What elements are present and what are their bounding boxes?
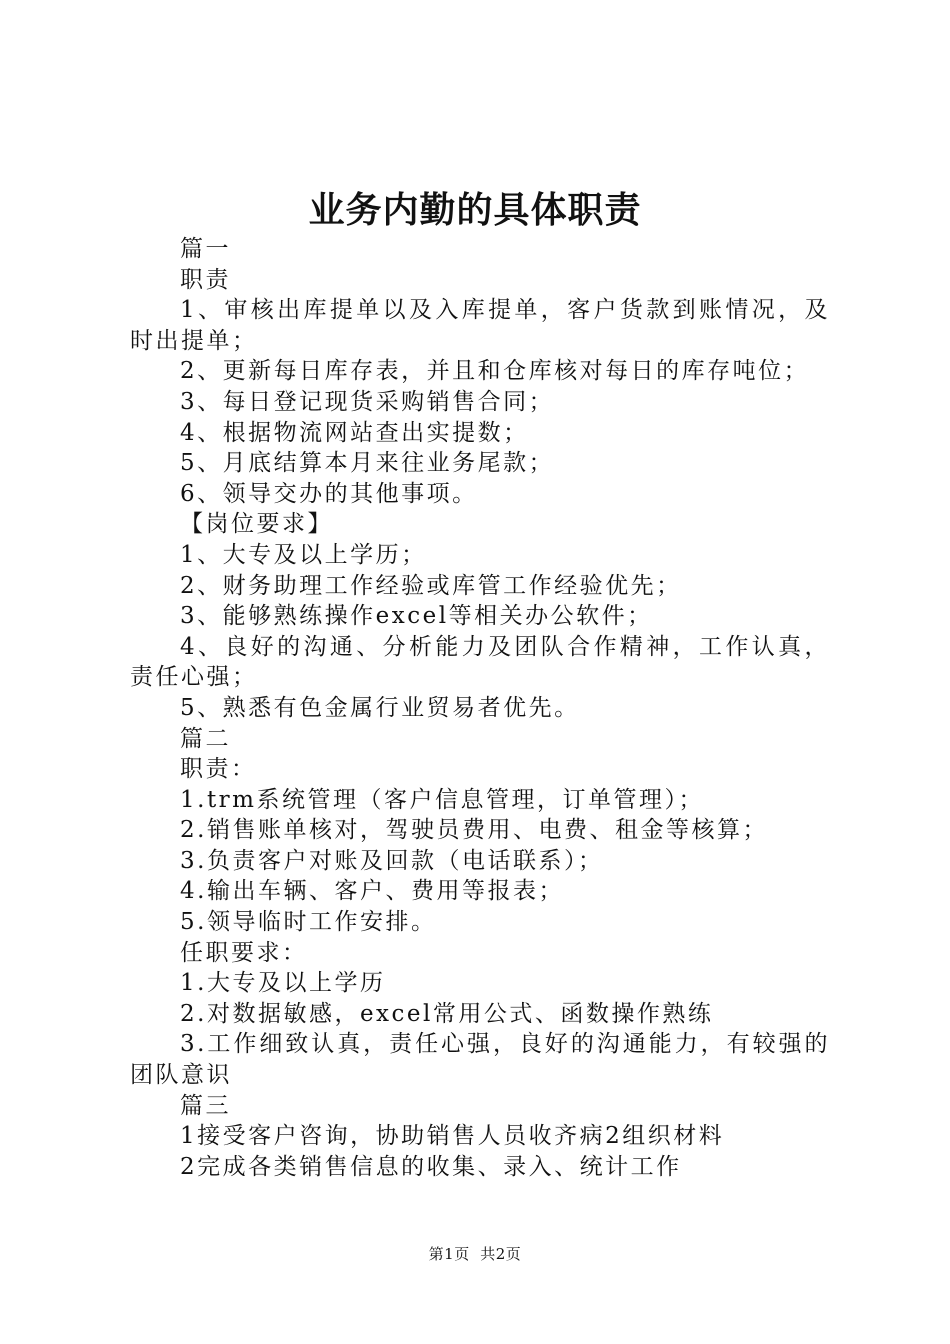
paragraph: 篇二 bbox=[180, 725, 231, 752]
paragraph: 6、领导交办的其他事项。 bbox=[180, 480, 478, 507]
page-footer bbox=[0, 1243, 950, 1264]
paragraph: 篇一 bbox=[180, 236, 231, 262]
paragraph: 1.大专及以上学历 bbox=[180, 970, 386, 997]
paragraph: 1、审核出库提单以及入库提单，客户货款到账情况，及时出提单； bbox=[130, 297, 830, 354]
paragraph: 2完成各类销售信息的收集、录入、统计工作 bbox=[180, 1153, 682, 1180]
paragraph: 3、能够熟练操作excel等相关办公软件； bbox=[180, 603, 653, 630]
paragraph: 4、良好的沟通、分析能力及团队合作精神，工作认真，责任心强； bbox=[130, 633, 830, 691]
page-total: 共2页 bbox=[480, 1245, 522, 1263]
paragraph: 2、更新每日库存表，并且和仓库核对每日的库存吨位； bbox=[180, 358, 810, 385]
page-number: 第1页 bbox=[428, 1245, 470, 1263]
paragraph: 职责 bbox=[180, 266, 231, 293]
paragraph: 1.trm系统管理（客户信息管理，订单管理）； bbox=[180, 786, 704, 813]
paragraph: 2.销售账单核对，驾驶员费用、电费、租金等核算； bbox=[180, 817, 768, 844]
paragraph: 篇三 bbox=[180, 1092, 231, 1119]
paragraph: 3.工作细致认真，责任心强，良好的沟通能力，有较强的团队意识 bbox=[130, 1031, 830, 1089]
paragraph: 5、熟悉有色金属行业贸易者优先。 bbox=[180, 694, 580, 721]
paragraph: 5.领导临时工作安排。 bbox=[180, 909, 437, 936]
paragraph: 4、根据物流网站查出实提数； bbox=[180, 419, 529, 446]
paragraph: 5、月底结算本月来往业务尾款； bbox=[180, 450, 555, 477]
paragraph: 2、财务助理工作经验或库管工作经验优先； bbox=[180, 572, 682, 599]
paragraph: 1、大专及以上学历； bbox=[180, 541, 427, 568]
paragraph: 1接受客户咨询，协助销售人员收齐病2组织材料 bbox=[180, 1123, 725, 1150]
paragraph: 3.负责客户对账及回款（电话联系）； bbox=[180, 847, 604, 874]
paragraph: 2.对数据敏感，excel常用公式、函数操作熟练 bbox=[180, 1000, 714, 1027]
paragraph: 【岗位要求】 bbox=[180, 511, 333, 538]
document-title: 业务内勤的具体职责 bbox=[308, 189, 642, 231]
document-body bbox=[130, 234, 830, 1182]
paragraph: 任职要求： bbox=[180, 939, 308, 966]
paragraph: 4.输出车辆、客户、费用等报表； bbox=[180, 878, 564, 905]
paragraph: 3、每日登记现货采购销售合同； bbox=[180, 388, 555, 415]
paragraph: 职责： bbox=[180, 756, 257, 783]
